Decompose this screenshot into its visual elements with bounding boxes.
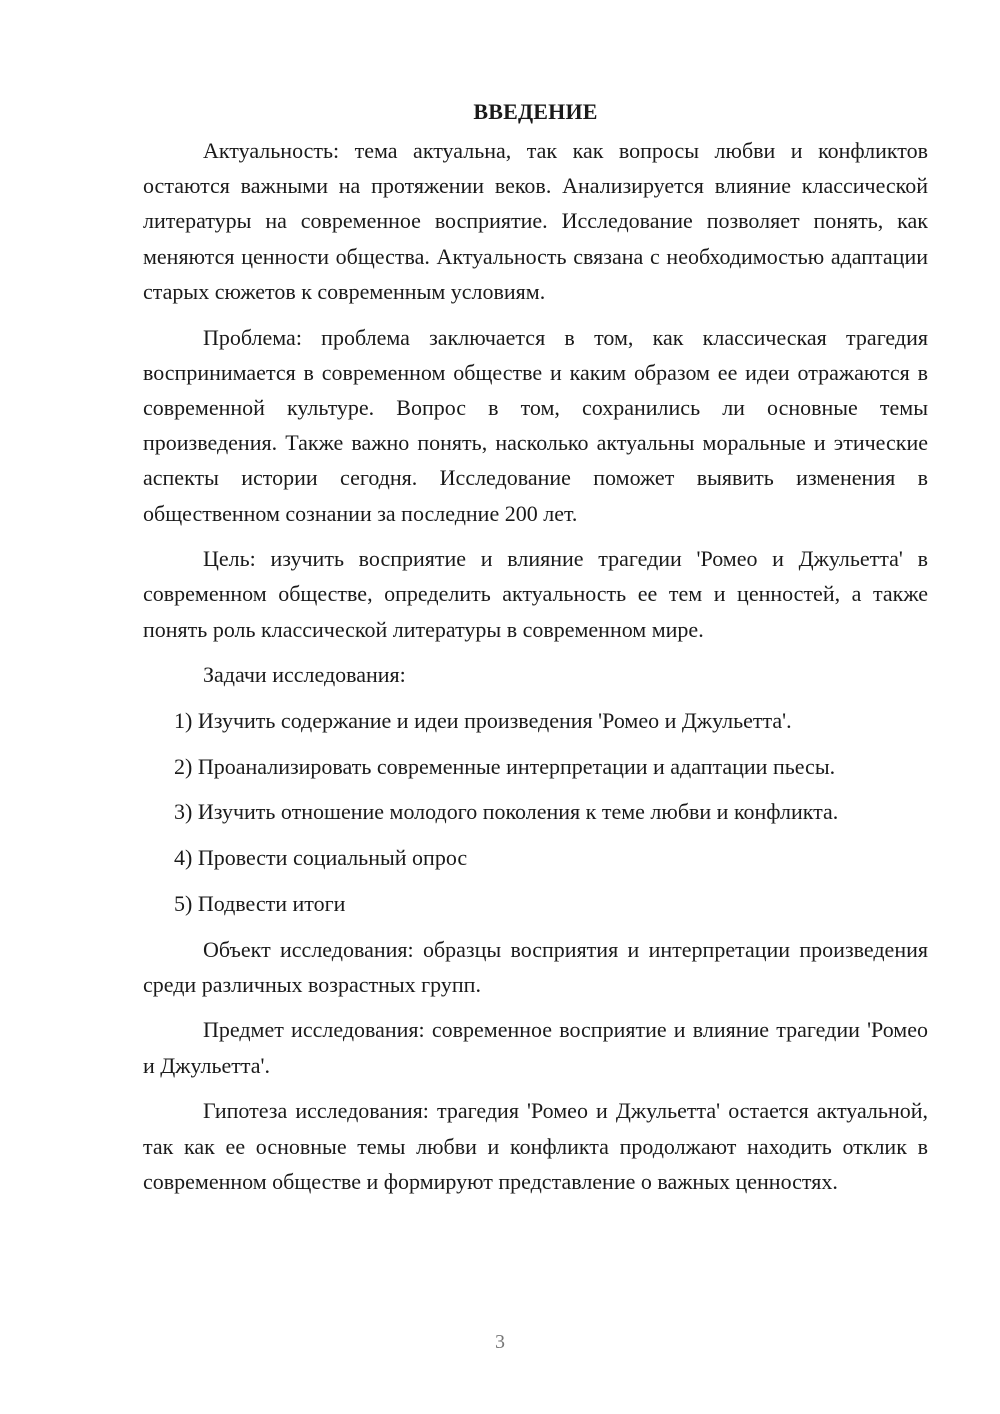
paragraph-subject: Предмет исследования: современное восприятие и влияние трагедии 'Ромео и Джульетта'. bbox=[143, 1017, 928, 1078]
page-content bbox=[143, 94, 928, 1209]
task-item-4: 4) Провести социальный опрос bbox=[174, 845, 468, 871]
task-item-3: 3) Изучить отношение молодого поколения к теме любви и конфликта. bbox=[174, 799, 839, 825]
tasks-title: Задачи исследования: bbox=[203, 662, 406, 688]
paragraph-object: Объект исследования: образцы восприятия и интерпретации произведения среди различных возрастных групп. bbox=[143, 936, 928, 997]
paragraph-hypothesis: Гипотеза исследования: трагедия 'Ромео и Джульетта' остается актуальной, так как ее основные темы любви и конфликта продолжают находить отклик в современном обществе и формируют представление о важных ценностях. bbox=[143, 1098, 928, 1194]
task-item-5: 5) Подвести итоги bbox=[174, 890, 346, 916]
section-heading: ВВЕДЕНИЕ bbox=[473, 99, 598, 124]
page-number: 3 bbox=[495, 1331, 505, 1353]
paragraph-relevance: Актуальность: тема актуальна, так как вопросы любви и конфликтов остаются важными на протяжении веков. Анализируется влияние классической литературы на современное восприятие. Исследование позволяет понять, как меняются ценности общества. Актуальность связана с необходимостью адаптации старых сюжетов к современным условиям. bbox=[143, 138, 928, 304]
task-item-2: 2) Проанализировать современные интерпретации и адаптации пьесы. bbox=[174, 753, 836, 779]
task-item-1: 1) Изучить содержание и идеи произведения 'Ромео и Джульетта'. bbox=[174, 708, 792, 734]
paragraph-problem: Проблема: проблема заключается в том, как классическая трагедия воспринимается в современном обществе и каким образом ее идеи отражаются в современной культуре. Вопрос в том, сохранились ли основные темы произведения. Также важно понять, насколько актуальны моральные и этические аспекты истории сегодня. Исследование поможет выявить изменения в общественном сознании за последние 200 лет. bbox=[143, 324, 928, 526]
paragraph-goal: Цель: изучить восприятие и влияние трагедии 'Ромео и Джульетта' в современном обществе, определить актуальность ее тем и ценностей, а также понять роль классической литературы в современном мире. bbox=[143, 546, 928, 642]
